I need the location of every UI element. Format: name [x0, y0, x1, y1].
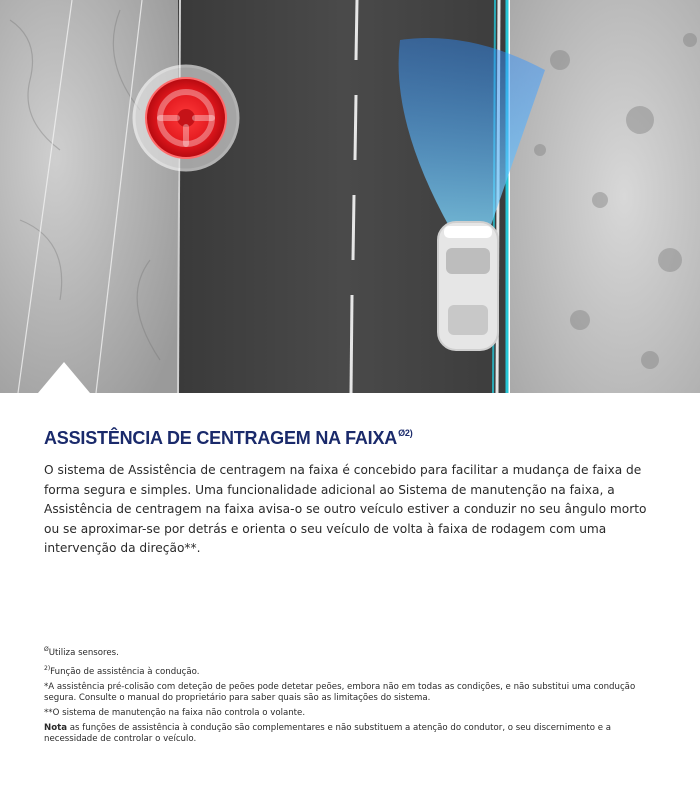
left-roadside [0, 0, 185, 393]
footnote-item: **O sistema de manutenção na faixa não controla o volante. [44, 708, 306, 718]
title-footnote-marker: Ø2) [398, 428, 413, 438]
note: Nota as funções de assistência à condução são complementares e não substituem a atenção do condutor, o seu discernimento e a necessidade de controlar o veículo. [44, 723, 612, 744]
hero-image [0, 0, 700, 393]
page-title: ASSISTÊNCIA DE CENTRAGEM NA $FAIXA^{Ø2)}$ [44, 428, 413, 448]
note-label: Nota [44, 723, 68, 733]
footnote-item: $^Ø$Utiliza sensores. [44, 646, 119, 658]
footnote-item: $^{2)}$Função de assistência à condução. [44, 665, 200, 677]
road-aerial-illustration [0, 0, 700, 393]
footnotes [44, 644, 644, 749]
content-section [44, 428, 664, 559]
footnote-item: *A assistência pré-colisão com deteção de peões pode detetar peões, embora não em todas as condições, e não substitui uma condução segura. Consulte o manual do proprietário para saber quais são as limitações do sistema. [44, 682, 636, 703]
steering-wheel-icon [134, 66, 238, 170]
vehicle-icon [438, 222, 498, 350]
intro-paragraph: O sistema de Assistência de centragem na faixa é concebido para facilitar a mudança de faixa de forma segura e simples. Uma funcionalidade adicional ao Sistema de manutenção na faixa, a Assistência de centragem na faixa avisa-o se outro veículo estiver a conduzir no seu ângulo morto ou se aproximar-se por detrás e orienta o seu veículo de volta à faixa de rodagem com uma intervenção da direção**. [44, 463, 647, 555]
